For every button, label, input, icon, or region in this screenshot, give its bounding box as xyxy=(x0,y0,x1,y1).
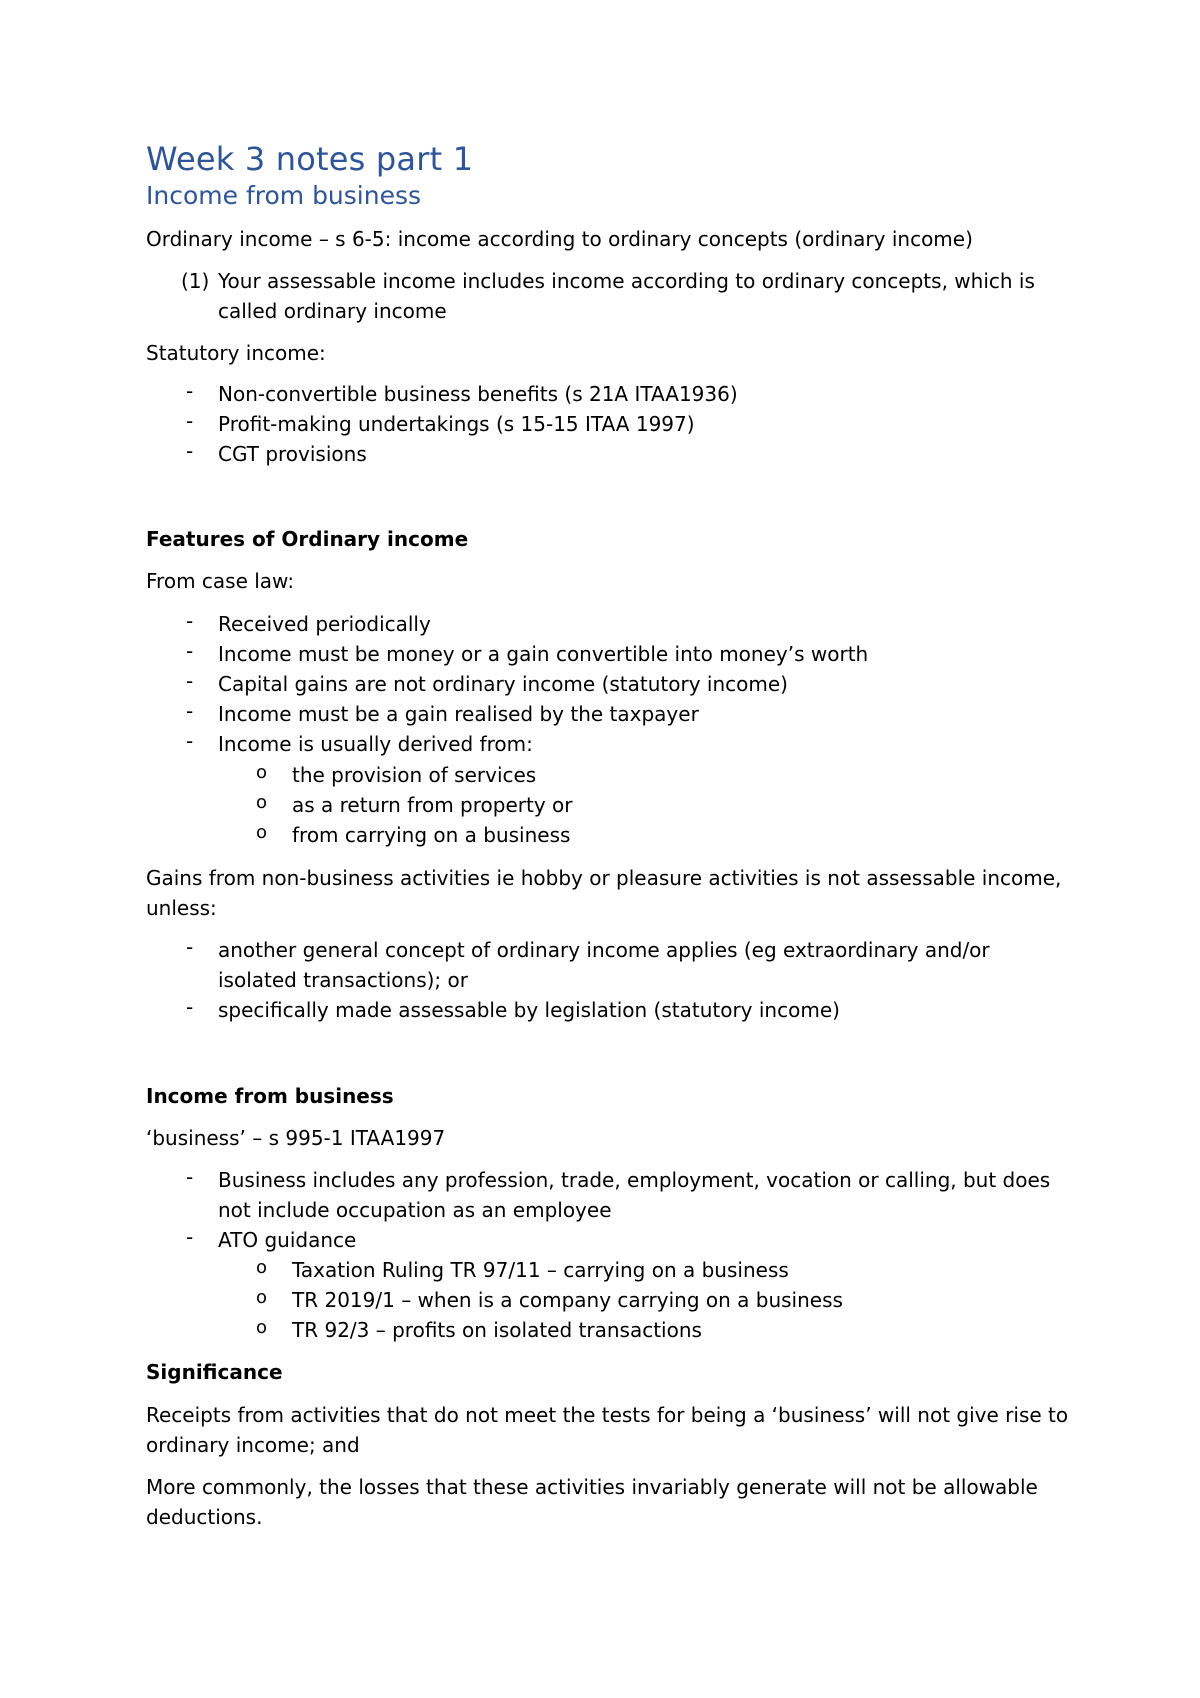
numbered-item-text: Your assessable income includes income according to ordinary concepts, which is xyxy=(218,269,1035,293)
business-item: ATO guidance xyxy=(218,1228,357,1252)
significance-paragraph: More commonly, the losses that these activities invariably generate will not be allowable xyxy=(146,1475,1038,1499)
gains-paragraph: unless: xyxy=(146,896,217,920)
statutory-item: CGT provisions xyxy=(218,442,367,466)
feature-subitem: as a return from property or xyxy=(292,793,573,817)
unless-item: another general concept of ordinary income applies (eg extraordinary and/or xyxy=(218,938,990,962)
dash-bullet: - xyxy=(186,1225,194,1249)
dash-bullet: - xyxy=(186,639,194,663)
ordinary-intro: Ordinary income – s 6-5: income according to ordinary concepts (ordinary income) xyxy=(146,227,973,251)
circle-bullet: o xyxy=(256,1317,268,1338)
numbered-item-marker: (1) xyxy=(181,269,210,293)
significance-paragraph: Receipts from activities that do not meet the tests for being a ‘business’ will not give rise to xyxy=(146,1403,1069,1427)
business-item: Business includes any profession, trade, employment, vocation or calling, but does xyxy=(218,1168,1051,1192)
statutory-item: Profit-making undertakings (s 15-15 ITAA 1997) xyxy=(218,412,695,436)
dash-bullet: - xyxy=(186,1165,194,1189)
feature-subitem: the provision of services xyxy=(292,763,537,787)
dash-bullet: - xyxy=(186,995,194,1019)
dash-bullet: - xyxy=(186,439,194,463)
significance-paragraph: deductions. xyxy=(146,1505,263,1529)
dash-bullet: - xyxy=(186,669,194,693)
circle-bullet: o xyxy=(256,1257,268,1278)
dash-bullet: - xyxy=(186,935,194,959)
business-item: not include occupation as an employee xyxy=(218,1198,612,1222)
feature-item: Capital gains are not ordinary income (statutory income) xyxy=(218,672,788,696)
feature-item: Income must be a gain realised by the taxpayer xyxy=(218,702,699,726)
statutory-heading: Statutory income: xyxy=(146,341,326,365)
feature-item: Income is usually derived from: xyxy=(218,732,533,756)
business-heading: Income from business xyxy=(146,1084,394,1108)
circle-bullet: o xyxy=(256,1287,268,1308)
ato-guidance-item: Taxation Ruling TR 97/11 – carrying on a business xyxy=(292,1258,789,1282)
significance-heading: Significance xyxy=(146,1360,283,1384)
gains-paragraph: Gains from non-business activities ie hobby or pleasure activities is not assessable income, xyxy=(146,866,1062,890)
numbered-item-text: called ordinary income xyxy=(218,299,447,323)
feature-item: Received periodically xyxy=(218,612,431,636)
dash-bullet: - xyxy=(186,379,194,403)
unless-item: isolated transactions); or xyxy=(218,968,468,992)
dash-bullet: - xyxy=(186,409,194,433)
dash-bullet: - xyxy=(186,609,194,633)
page-subtitle: Income from business xyxy=(146,181,422,210)
statutory-item: Non-convertible business benefits (s 21A ITAA1936) xyxy=(218,382,738,406)
case-law-label: From case law: xyxy=(146,569,295,593)
dash-bullet: - xyxy=(186,729,194,753)
circle-bullet: o xyxy=(256,762,268,783)
feature-item: Income must be money or a gain convertible into money’s worth xyxy=(218,642,869,666)
feature-subitem: from carrying on a business xyxy=(292,823,571,847)
significance-paragraph: ordinary income; and xyxy=(146,1433,360,1457)
features-heading: Features of Ordinary income xyxy=(146,527,469,551)
dash-bullet: - xyxy=(186,699,194,723)
ato-guidance-item: TR 92/3 – profits on isolated transactions xyxy=(292,1318,702,1342)
business-definition: ‘business’ – s 995-1 ITAA1997 xyxy=(146,1126,446,1150)
ato-guidance-item: TR 2019/1 – when is a company carrying on a business xyxy=(292,1288,843,1312)
unless-item: specifically made assessable by legislation (statutory income) xyxy=(218,998,840,1022)
circle-bullet: o xyxy=(256,822,268,843)
circle-bullet: o xyxy=(256,792,268,813)
page-title: Week 3 notes part 1 xyxy=(146,140,474,178)
